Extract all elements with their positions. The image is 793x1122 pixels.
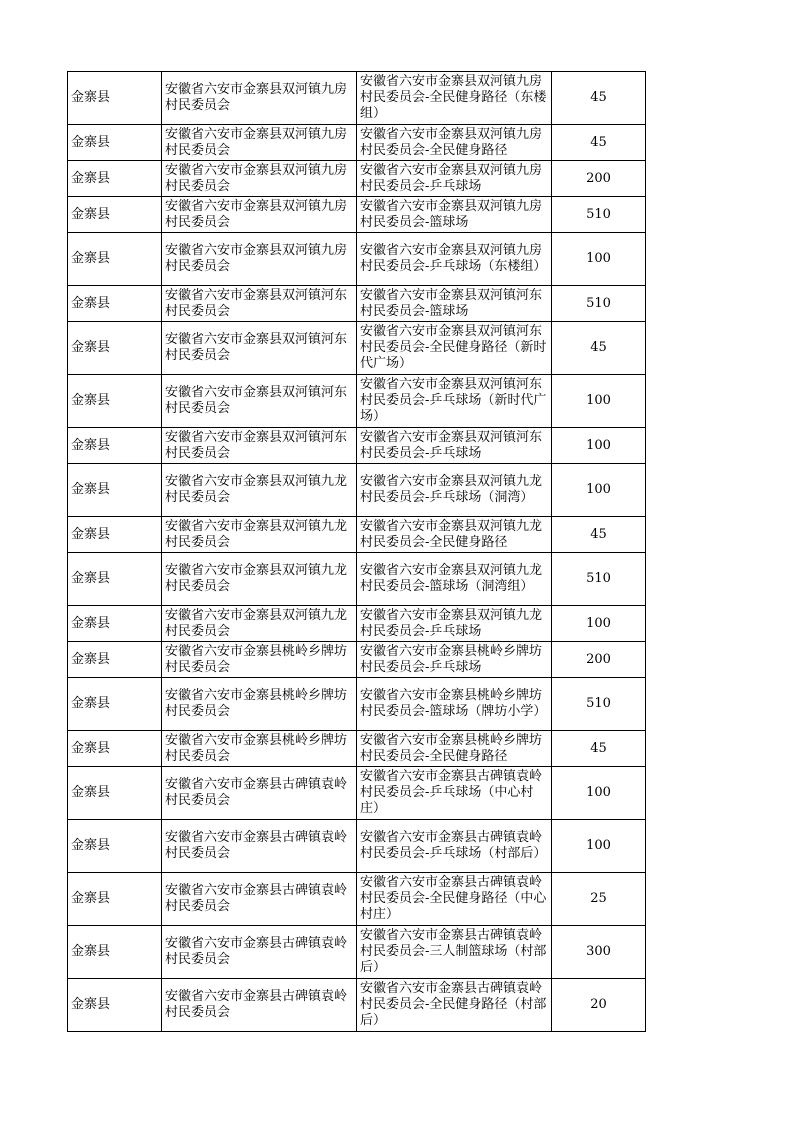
unit-cell: 安徽省六安市金寨县古碑镇袁岭村民委员会 [162, 979, 357, 1032]
county-cell: 金寨县 [68, 428, 162, 464]
county-cell: 金寨县 [68, 197, 162, 233]
unit-cell: 安徽省六安市金寨县双河镇九房村民委员会 [162, 72, 357, 125]
venue-cell: 安徽省六安市金寨县桃岭乡牌坊村民委员会-乒乓球场 [357, 642, 552, 678]
unit-cell: 安徽省六安市金寨县双河镇九龙村民委员会 [162, 517, 357, 553]
table-row [68, 233, 646, 286]
unit-cell: 安徽省六安市金寨县古碑镇袁岭村民委员会 [162, 820, 357, 873]
table-row [68, 286, 646, 322]
venue-text: 安徽省六安市金寨县双河镇九房村民委员会-全民健身路径（东楼组） [360, 74, 547, 121]
table-row [68, 125, 646, 161]
venue-cell [357, 72, 552, 125]
county-cell: 金寨县 [68, 322, 162, 375]
county-cell: 金寨县 [68, 606, 162, 642]
county-cell: 金寨县 [68, 517, 162, 553]
county-cell: 金寨县 [68, 286, 162, 322]
county-cell: 金寨县 [68, 767, 162, 820]
area-cell: 100 [552, 428, 646, 464]
venue-cell: 安徽省六安市金寨县双河镇九龙村民委员会-乒乓球场（洞湾） [357, 464, 552, 517]
venue-cell: 安徽省六安市金寨县双河镇九房村民委员会-乒乓球场 [357, 161, 552, 197]
venue-cell: 安徽省六安市金寨县双河镇九房村民委员会-乒乓球场（东楼组） [357, 233, 552, 286]
county-cell: 金寨县 [68, 233, 162, 286]
table-row [68, 731, 646, 767]
table-row [68, 197, 646, 233]
unit-cell: 安徽省六安市金寨县双河镇九房村民委员会 [162, 125, 357, 161]
county-cell: 金寨县 [68, 553, 162, 606]
area-cell: 45 [552, 731, 646, 767]
area-cell: 45 [552, 322, 646, 375]
area-cell: 20 [552, 979, 646, 1032]
unit-cell: 安徽省六安市金寨县古碑镇袁岭村民委员会 [162, 767, 357, 820]
table-row [68, 767, 646, 820]
venue-cell: 安徽省六安市金寨县古碑镇袁岭村民委员会-乒乓球场（村部后） [357, 820, 552, 873]
area-cell: 510 [552, 678, 646, 731]
venue-cell: 安徽省六安市金寨县双河镇河东村民委员会-乒乓球场 [357, 428, 552, 464]
area-cell: 100 [552, 820, 646, 873]
county-cell: 金寨县 [68, 873, 162, 926]
unit-cell: 安徽省六安市金寨县双河镇九龙村民委员会 [162, 606, 357, 642]
venue-cell: 安徽省六安市金寨县双河镇九龙村民委员会-乒乓球场 [357, 606, 552, 642]
county-cell: 金寨县 [68, 731, 162, 767]
area-cell: 200 [552, 642, 646, 678]
table-row [68, 873, 646, 926]
unit-cell: 安徽省六安市金寨县双河镇九房村民委员会 [162, 233, 357, 286]
venue-table-body [68, 72, 646, 1032]
area-cell: 100 [552, 606, 646, 642]
county-cell: 金寨县 [68, 161, 162, 197]
unit-cell: 安徽省六安市金寨县双河镇河东村民委员会 [162, 286, 357, 322]
table-row [68, 375, 646, 428]
venue-cell: 安徽省六安市金寨县双河镇九房村民委员会-全民健身路径 [357, 125, 552, 161]
area-cell: 45 [552, 125, 646, 161]
venue-cell: 安徽省六安市金寨县双河镇河东村民委员会-篮球场 [357, 286, 552, 322]
area-cell: 25 [552, 873, 646, 926]
venue-cell: 安徽省六安市金寨县古碑镇袁岭村民委员会-全民健身路径（村部后） [357, 979, 552, 1032]
venue-cell: 安徽省六安市金寨县双河镇九龙村民委员会-篮球场（洞湾组） [357, 553, 552, 606]
area-cell: 100 [552, 233, 646, 286]
unit-cell: 安徽省六安市金寨县双河镇九房村民委员会 [162, 197, 357, 233]
venue-cell [357, 322, 552, 375]
county-cell: 金寨县 [68, 125, 162, 161]
venue-table [67, 71, 646, 1032]
area-cell: 45 [552, 517, 646, 553]
venue-cell: 安徽省六安市金寨县双河镇河东村民委员会-乒乓球场（新时代广场） [357, 375, 552, 428]
venue-text: 安徽省六安市金寨县双河镇河东村民委员会-全民健身路径（新时代广场） [360, 324, 547, 371]
county-cell: 金寨县 [68, 375, 162, 428]
table-row [68, 642, 646, 678]
area-cell: 300 [552, 926, 646, 979]
venue-cell: 安徽省六安市金寨县古碑镇袁岭村民委员会-三人制篮球场（村部后） [357, 926, 552, 979]
area-cell: 100 [552, 464, 646, 517]
table-row [68, 464, 646, 517]
table-row [68, 553, 646, 606]
unit-cell: 安徽省六安市金寨县古碑镇袁岭村民委员会 [162, 926, 357, 979]
county-cell: 金寨县 [68, 926, 162, 979]
venue-cell [357, 873, 552, 926]
area-cell: 510 [552, 553, 646, 606]
county-cell: 金寨县 [68, 979, 162, 1032]
venue-cell: 安徽省六安市金寨县双河镇九房村民委员会-篮球场 [357, 197, 552, 233]
table-row [68, 161, 646, 197]
venue-cell: 安徽省六安市金寨县古碑镇袁岭村民委员会-乒乓球场（中心村庄） [357, 767, 552, 820]
unit-cell: 安徽省六安市金寨县桃岭乡牌坊村民委员会 [162, 678, 357, 731]
unit-cell: 安徽省六安市金寨县桃岭乡牌坊村民委员会 [162, 731, 357, 767]
unit-cell: 安徽省六安市金寨县古碑镇袁岭村民委员会 [162, 873, 357, 926]
unit-cell: 安徽省六安市金寨县桃岭乡牌坊村民委员会 [162, 642, 357, 678]
county-cell: 金寨县 [68, 678, 162, 731]
area-cell: 510 [552, 197, 646, 233]
unit-cell: 安徽省六安市金寨县双河镇九龙村民委员会 [162, 553, 357, 606]
table-row [68, 606, 646, 642]
venue-cell: 安徽省六安市金寨县双河镇九龙村民委员会-全民健身路径 [357, 517, 552, 553]
table-row [68, 517, 646, 553]
table-row [68, 428, 646, 464]
table-row [68, 820, 646, 873]
area-cell: 45 [552, 72, 646, 125]
unit-cell: 安徽省六安市金寨县双河镇九龙村民委员会 [162, 464, 357, 517]
area-cell: 200 [552, 161, 646, 197]
venue-text: 安徽省六安市金寨县古碑镇袁岭村民委员会-全民健身路径（中心村庄） [360, 875, 547, 922]
county-cell: 金寨县 [68, 820, 162, 873]
venue-cell: 安徽省六安市金寨县桃岭乡牌坊村民委员会-全民健身路径 [357, 731, 552, 767]
table-row [68, 979, 646, 1032]
table-row [68, 926, 646, 979]
table-row [68, 72, 646, 125]
county-cell: 金寨县 [68, 464, 162, 517]
area-cell: 510 [552, 286, 646, 322]
table-row [68, 322, 646, 375]
unit-cell: 安徽省六安市金寨县双河镇河东村民委员会 [162, 375, 357, 428]
county-cell: 金寨县 [68, 642, 162, 678]
unit-cell: 安徽省六安市金寨县双河镇河东村民委员会 [162, 322, 357, 375]
table-row [68, 678, 646, 731]
unit-cell: 安徽省六安市金寨县双河镇九房村民委员会 [162, 161, 357, 197]
unit-cell: 安徽省六安市金寨县双河镇河东村民委员会 [162, 428, 357, 464]
area-cell: 100 [552, 767, 646, 820]
county-cell: 金寨县 [68, 72, 162, 125]
venue-cell: 安徽省六安市金寨县桃岭乡牌坊村民委员会-篮球场（牌坊小学） [357, 678, 552, 731]
area-cell: 100 [552, 375, 646, 428]
